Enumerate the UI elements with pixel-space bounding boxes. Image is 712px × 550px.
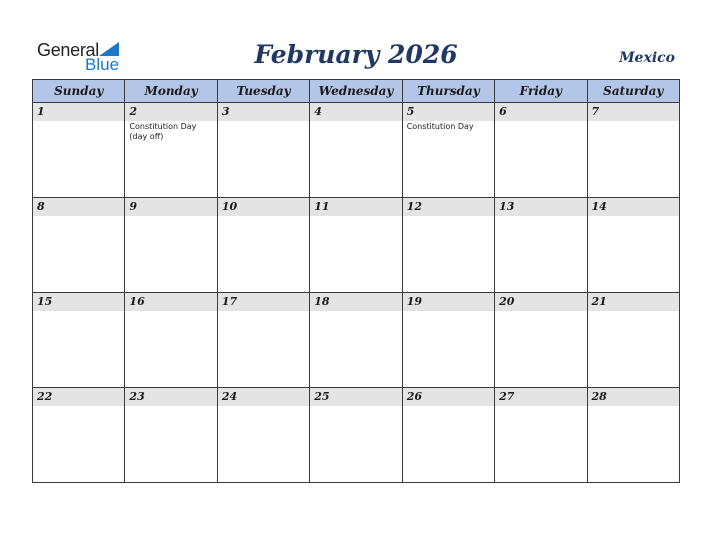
- day-number: 13: [495, 198, 586, 216]
- week-row: [33, 293, 680, 388]
- day-cell: [33, 103, 125, 198]
- weekday-header-thursday: Thursday: [402, 80, 494, 103]
- day-number: 5: [403, 103, 494, 121]
- day-number: 2: [125, 103, 216, 121]
- week-row: [33, 388, 680, 483]
- day-cell: [125, 293, 217, 388]
- day-cell: [495, 293, 587, 388]
- day-number: 8: [33, 198, 124, 216]
- day-number: 11: [310, 198, 401, 216]
- day-number: 27: [495, 388, 586, 406]
- day-cell: [217, 293, 309, 388]
- day-number: 4: [310, 103, 401, 121]
- week-row: [33, 198, 680, 293]
- day-cell: [495, 388, 587, 483]
- month-calendar: [32, 79, 680, 483]
- day-number: 6: [495, 103, 586, 121]
- day-number: 24: [218, 388, 309, 406]
- day-number: 18: [310, 293, 401, 311]
- day-number: 3: [218, 103, 309, 121]
- day-cell: [587, 103, 679, 198]
- country-label: Mexico: [619, 50, 675, 66]
- weekday-header-wednesday: Wednesday: [310, 80, 402, 103]
- day-cell: [402, 293, 494, 388]
- day-cell: [217, 103, 309, 198]
- calendar-title: February 2026: [254, 40, 458, 69]
- day-number: 10: [218, 198, 309, 216]
- day-number: 15: [33, 293, 124, 311]
- weekday-header-monday: Monday: [125, 80, 217, 103]
- day-number: 7: [588, 103, 679, 121]
- day-cell: [310, 293, 402, 388]
- day-cell: [125, 198, 217, 293]
- day-cell: [402, 103, 494, 198]
- day-cell: [33, 293, 125, 388]
- day-cell: [402, 198, 494, 293]
- logo-text-blue: Blue: [85, 55, 120, 74]
- day-number: 20: [495, 293, 586, 311]
- day-number: 14: [588, 198, 679, 216]
- day-number: 16: [125, 293, 216, 311]
- day-cell: [495, 198, 587, 293]
- holiday-label: Constitution Day (day off): [129, 122, 197, 141]
- weekday-header-friday: Friday: [495, 80, 587, 103]
- day-cell: [587, 198, 679, 293]
- day-number: 17: [218, 293, 309, 311]
- day-number: 12: [403, 198, 494, 216]
- day-number: 28: [588, 388, 679, 406]
- day-cell: [587, 388, 679, 483]
- day-number: 25: [310, 388, 401, 406]
- day-number: 9: [125, 198, 216, 216]
- day-number: 23: [125, 388, 216, 406]
- weekday-header-row: [33, 80, 680, 103]
- holiday-label: Constitution Day: [406, 122, 474, 131]
- day-number: 22: [33, 388, 124, 406]
- day-cell: [217, 388, 309, 483]
- day-cell: [217, 198, 309, 293]
- day-number: 19: [403, 293, 494, 311]
- day-cell: [33, 388, 125, 483]
- weekday-header-saturday: Saturday: [587, 80, 679, 103]
- day-number: 26: [403, 388, 494, 406]
- day-cell: [310, 388, 402, 483]
- day-cell: [125, 388, 217, 483]
- day-cell: [125, 103, 217, 198]
- logo-text-general: General: [37, 40, 99, 60]
- day-cell: [495, 103, 587, 198]
- day-cell: [310, 103, 402, 198]
- weekday-header-sunday: Sunday: [33, 80, 125, 103]
- day-number: 1: [33, 103, 124, 121]
- day-number: 21: [588, 293, 679, 311]
- day-cell: [310, 198, 402, 293]
- weekday-header-tuesday: Tuesday: [217, 80, 309, 103]
- day-cell: [587, 293, 679, 388]
- day-cell: [402, 388, 494, 483]
- week-row: [33, 103, 680, 198]
- day-cell: [33, 198, 125, 293]
